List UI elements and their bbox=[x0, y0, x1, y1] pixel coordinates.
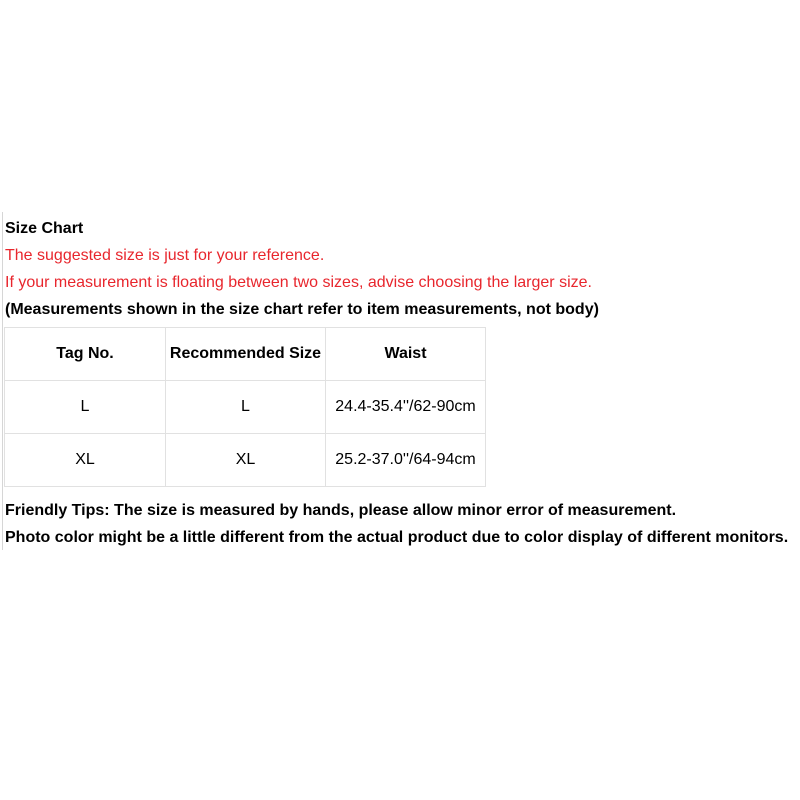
header-waist: Waist bbox=[326, 328, 486, 381]
measurement-note: (Measurements shown in the size chart refer to item measurements, not body) bbox=[5, 301, 599, 318]
left-border-rule bbox=[2, 212, 3, 550]
cell-waist: 25.2-37.0''/64-94cm bbox=[326, 434, 486, 487]
size-chart-title: Size Chart bbox=[5, 220, 84, 237]
table-header-row bbox=[5, 328, 486, 381]
floating-size-note: If your measurement is floating between two sizes, advise choosing the larger size. bbox=[5, 274, 592, 291]
size-table bbox=[4, 327, 486, 487]
cell-recommended-size: L bbox=[166, 381, 326, 434]
table-row bbox=[5, 381, 486, 434]
photo-color-tip: Photo color might be a little different from the actual product due to color display of different monitors. bbox=[5, 529, 789, 546]
cell-tag-no: XL bbox=[5, 434, 166, 487]
table-row bbox=[5, 434, 486, 487]
header-recommended-size: Recommended Size bbox=[166, 328, 326, 381]
cell-recommended-size: XL bbox=[166, 434, 326, 487]
size-chart-document bbox=[0, 212, 800, 552]
header-tag-no: Tag No. bbox=[5, 328, 166, 381]
cell-waist: 24.4-35.4''/62-90cm bbox=[326, 381, 486, 434]
cell-tag-no: L bbox=[5, 381, 166, 434]
reference-note: The suggested size is just for your reference. bbox=[5, 247, 325, 264]
friendly-tip: Friendly Tips: The size is measured by hands, please allow minor error of measurement. bbox=[5, 502, 677, 519]
